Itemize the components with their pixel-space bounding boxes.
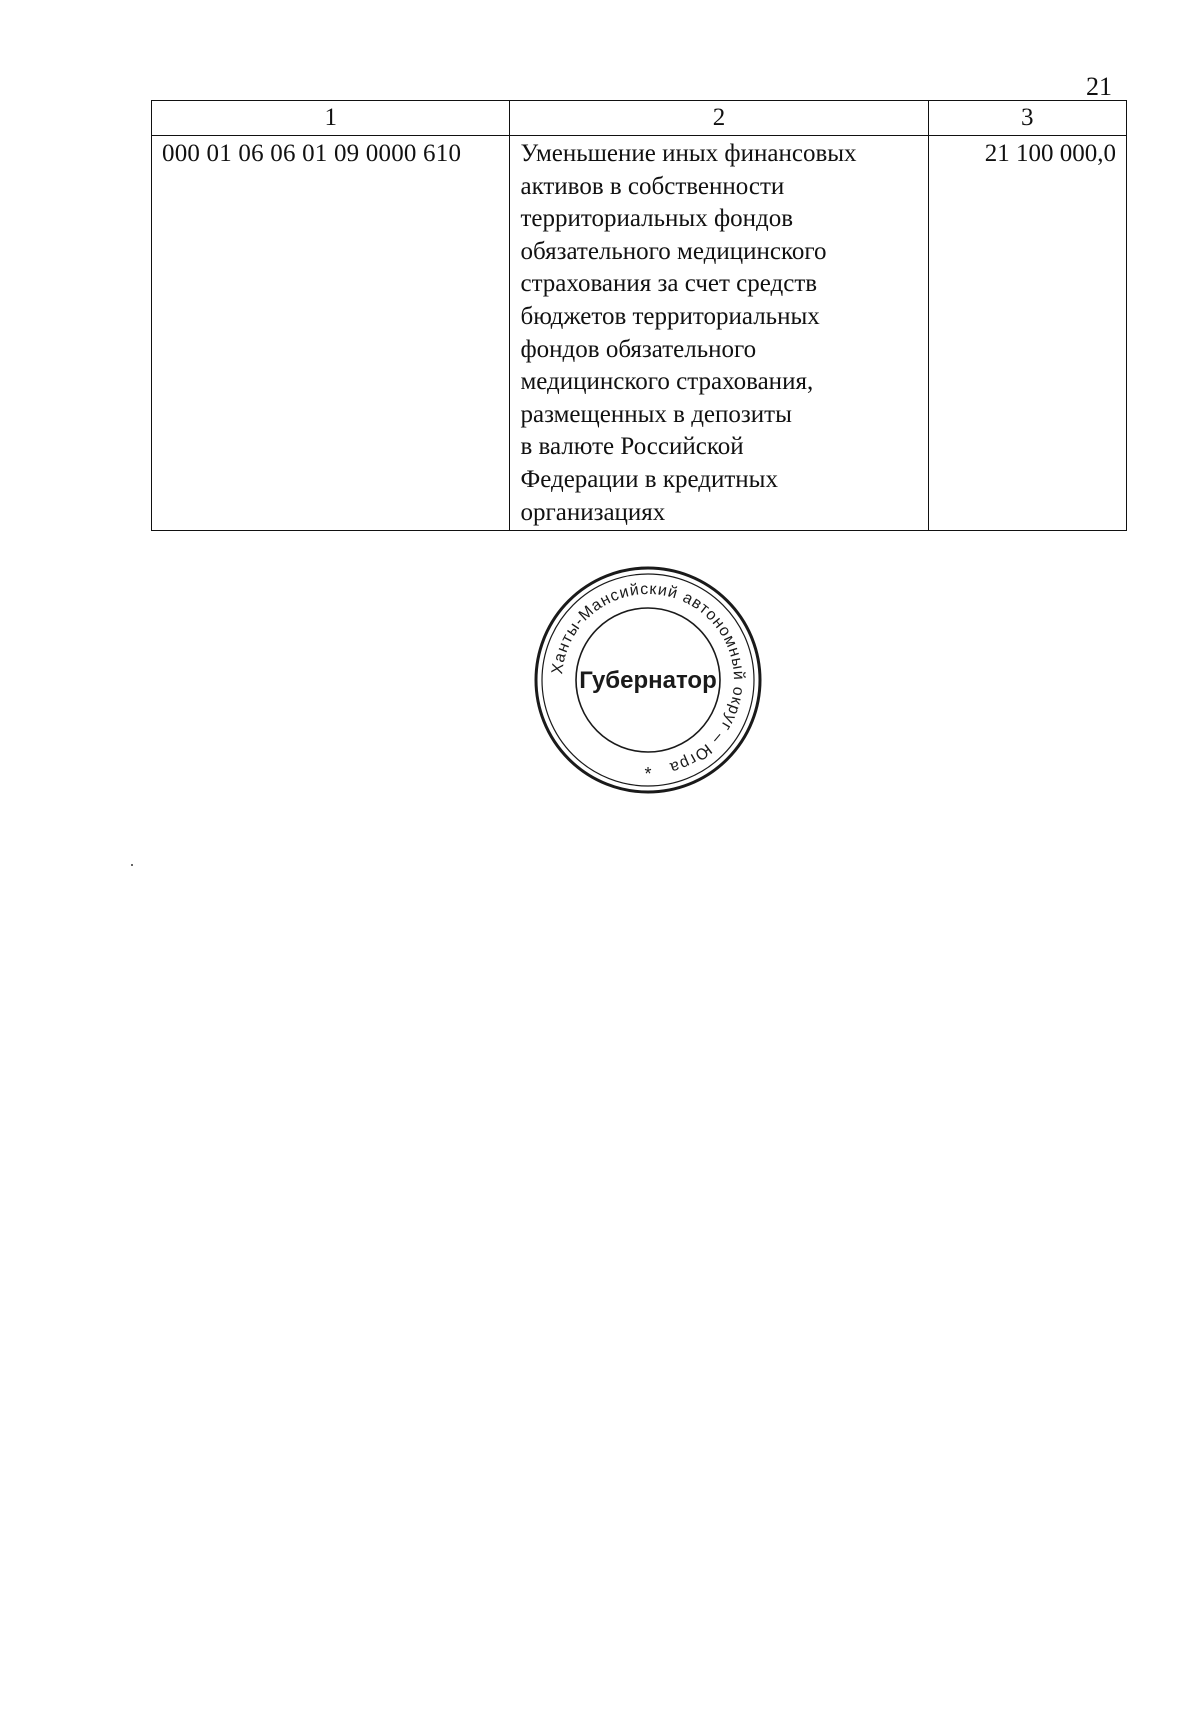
budget-classification-code: 000 01 06 06 01 09 0000 610 — [152, 136, 510, 531]
seal-icon — [532, 564, 764, 796]
governor-seal — [532, 564, 764, 796]
source-name: Уменьшение иных финансовых активов в собственности территориальных фондов обязательного медицинского страхования за счет средств бюджетов территориальных фондов обязательного медицинского страхования, размещенных в депозиты в валюте Российской Федерации в кредитных организациях — [510, 136, 928, 531]
column-header-2: 2 — [510, 101, 928, 136]
column-header-3: 3 — [928, 101, 1126, 136]
budget-table — [151, 100, 1127, 531]
amount: 21 100 000,0 — [928, 136, 1126, 531]
table-row — [152, 136, 1127, 531]
seal-ring-text: Ханты-Мансийский автономный округ – Югра — [549, 580, 748, 777]
page-number: 21 — [1086, 72, 1112, 101]
scan-speck — [131, 864, 133, 866]
column-header-1: 1 — [152, 101, 510, 136]
seal-center-text: Губернатор — [579, 667, 717, 694]
seal-star: * — [644, 764, 652, 784]
table-header-row — [152, 101, 1127, 136]
